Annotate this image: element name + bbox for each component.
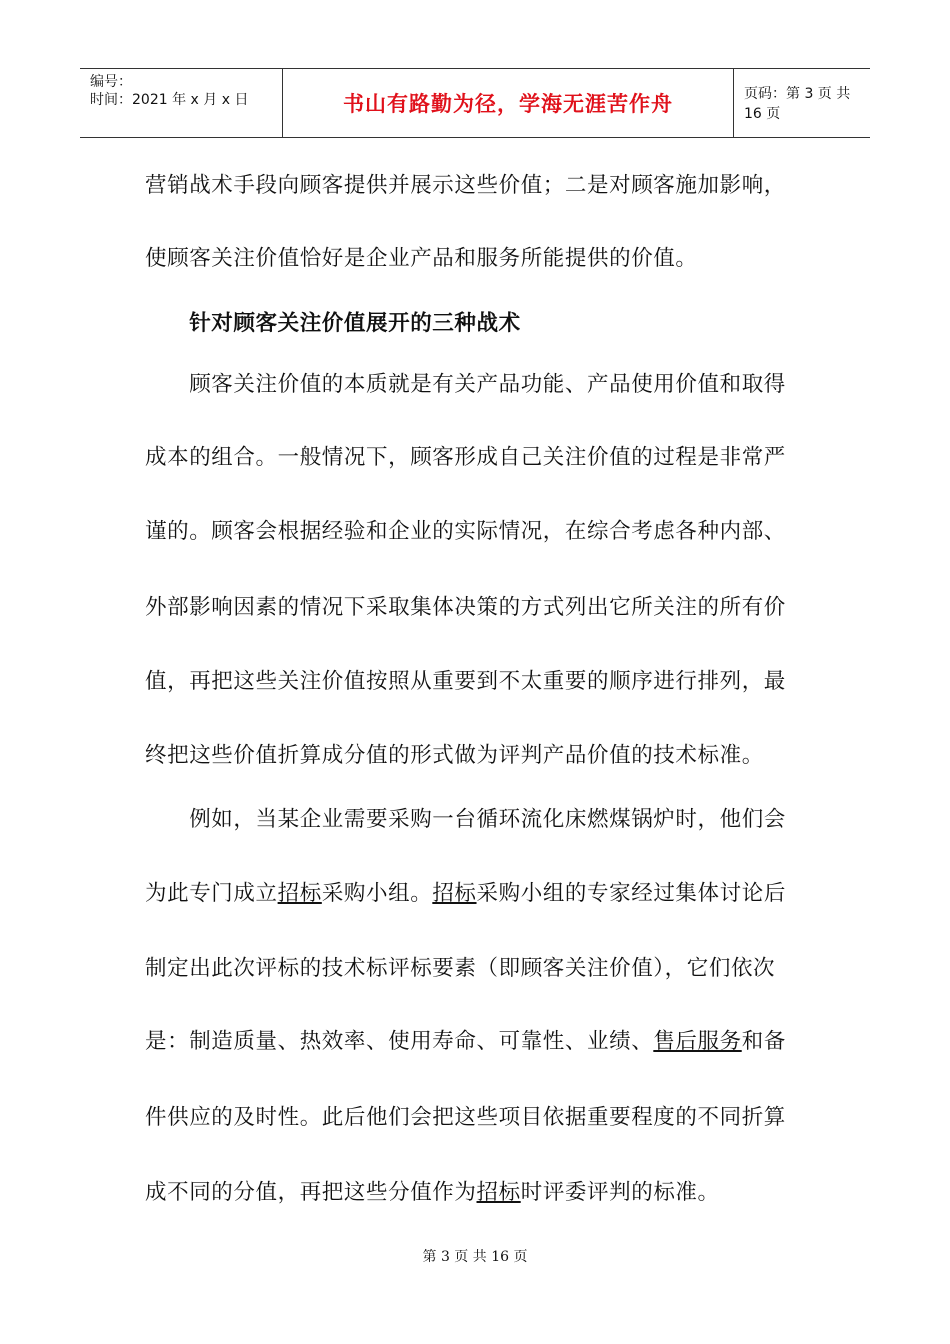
body-line: 外部影响因素的情况下采取集体决策的方式列出它所关注的所有价 (145, 595, 786, 620)
body-line: 终把这些价值折算成分值的形式做为评判产品价值的技术标准。 (145, 743, 764, 768)
document-number-label: 编号： (90, 74, 132, 90)
header-motto: 书山有路勤为径，学海无涯苦作舟 (343, 91, 673, 116)
header-motto-cell (282, 69, 734, 137)
page-header (80, 68, 870, 138)
body-line: 成不同的分值，再把这些分值作为招标时评委评判的标准。 (145, 1180, 720, 1205)
bidding-link[interactable]: 招标 (432, 881, 477, 906)
body-line: 使顾客关注价值恰好是企业产品和服务所能提供的价值。 (145, 246, 698, 271)
body-line: 制定出此次评标的技术标评标要素（即顾客关注价值），它们依次 (145, 956, 776, 981)
body-line: 成本的组合。一般情况下，顾客形成自己关注价值的过程是非常严 (145, 445, 786, 470)
section-heading: 针对顾客关注价值展开的三种战术 (145, 311, 521, 336)
header-page-cell (734, 69, 870, 137)
bidding-link[interactable]: 招标 (277, 881, 322, 906)
body-line: 件供应的及时性。此后他们会把这些项目依据重要程度的不同折算 (145, 1105, 786, 1130)
bidding-link[interactable]: 招标 (476, 1180, 521, 1205)
page-footer: 第 3 页 共 16 页 (422, 1249, 528, 1265)
body-line: 为此专门成立招标采购小组。招标采购小组的专家经过集体讨论后 (145, 881, 786, 906)
body-line: 顾客关注价值的本质就是有关产品功能、产品使用价值和取得 (145, 372, 786, 397)
body-line: 谨的。顾客会根据经验和企业的实际情况，在综合考虑各种内部、 (145, 519, 786, 544)
document-date: 时间：2021 年 x 月 x 日 (90, 92, 249, 108)
body-line: 值，再把这些关注价值按照从重要到不太重要的顺序进行排列，最 (145, 669, 786, 694)
header-meta (80, 69, 282, 137)
body-line: 营销战术手段向顾客提供并展示这些价值；二是对顾客施加影响， (145, 173, 786, 198)
body-line: 例如，当某企业需要采购一台循环流化床燃煤锅炉时，他们会 (145, 807, 786, 832)
body-line: 是：制造质量、热效率、使用寿命、可靠性、业绩、售后服务和备 (145, 1029, 786, 1054)
after-sales-link[interactable]: 售后服务 (653, 1029, 742, 1054)
header-page-info: 页码：第 3 页 共 16 页 (744, 86, 851, 122)
